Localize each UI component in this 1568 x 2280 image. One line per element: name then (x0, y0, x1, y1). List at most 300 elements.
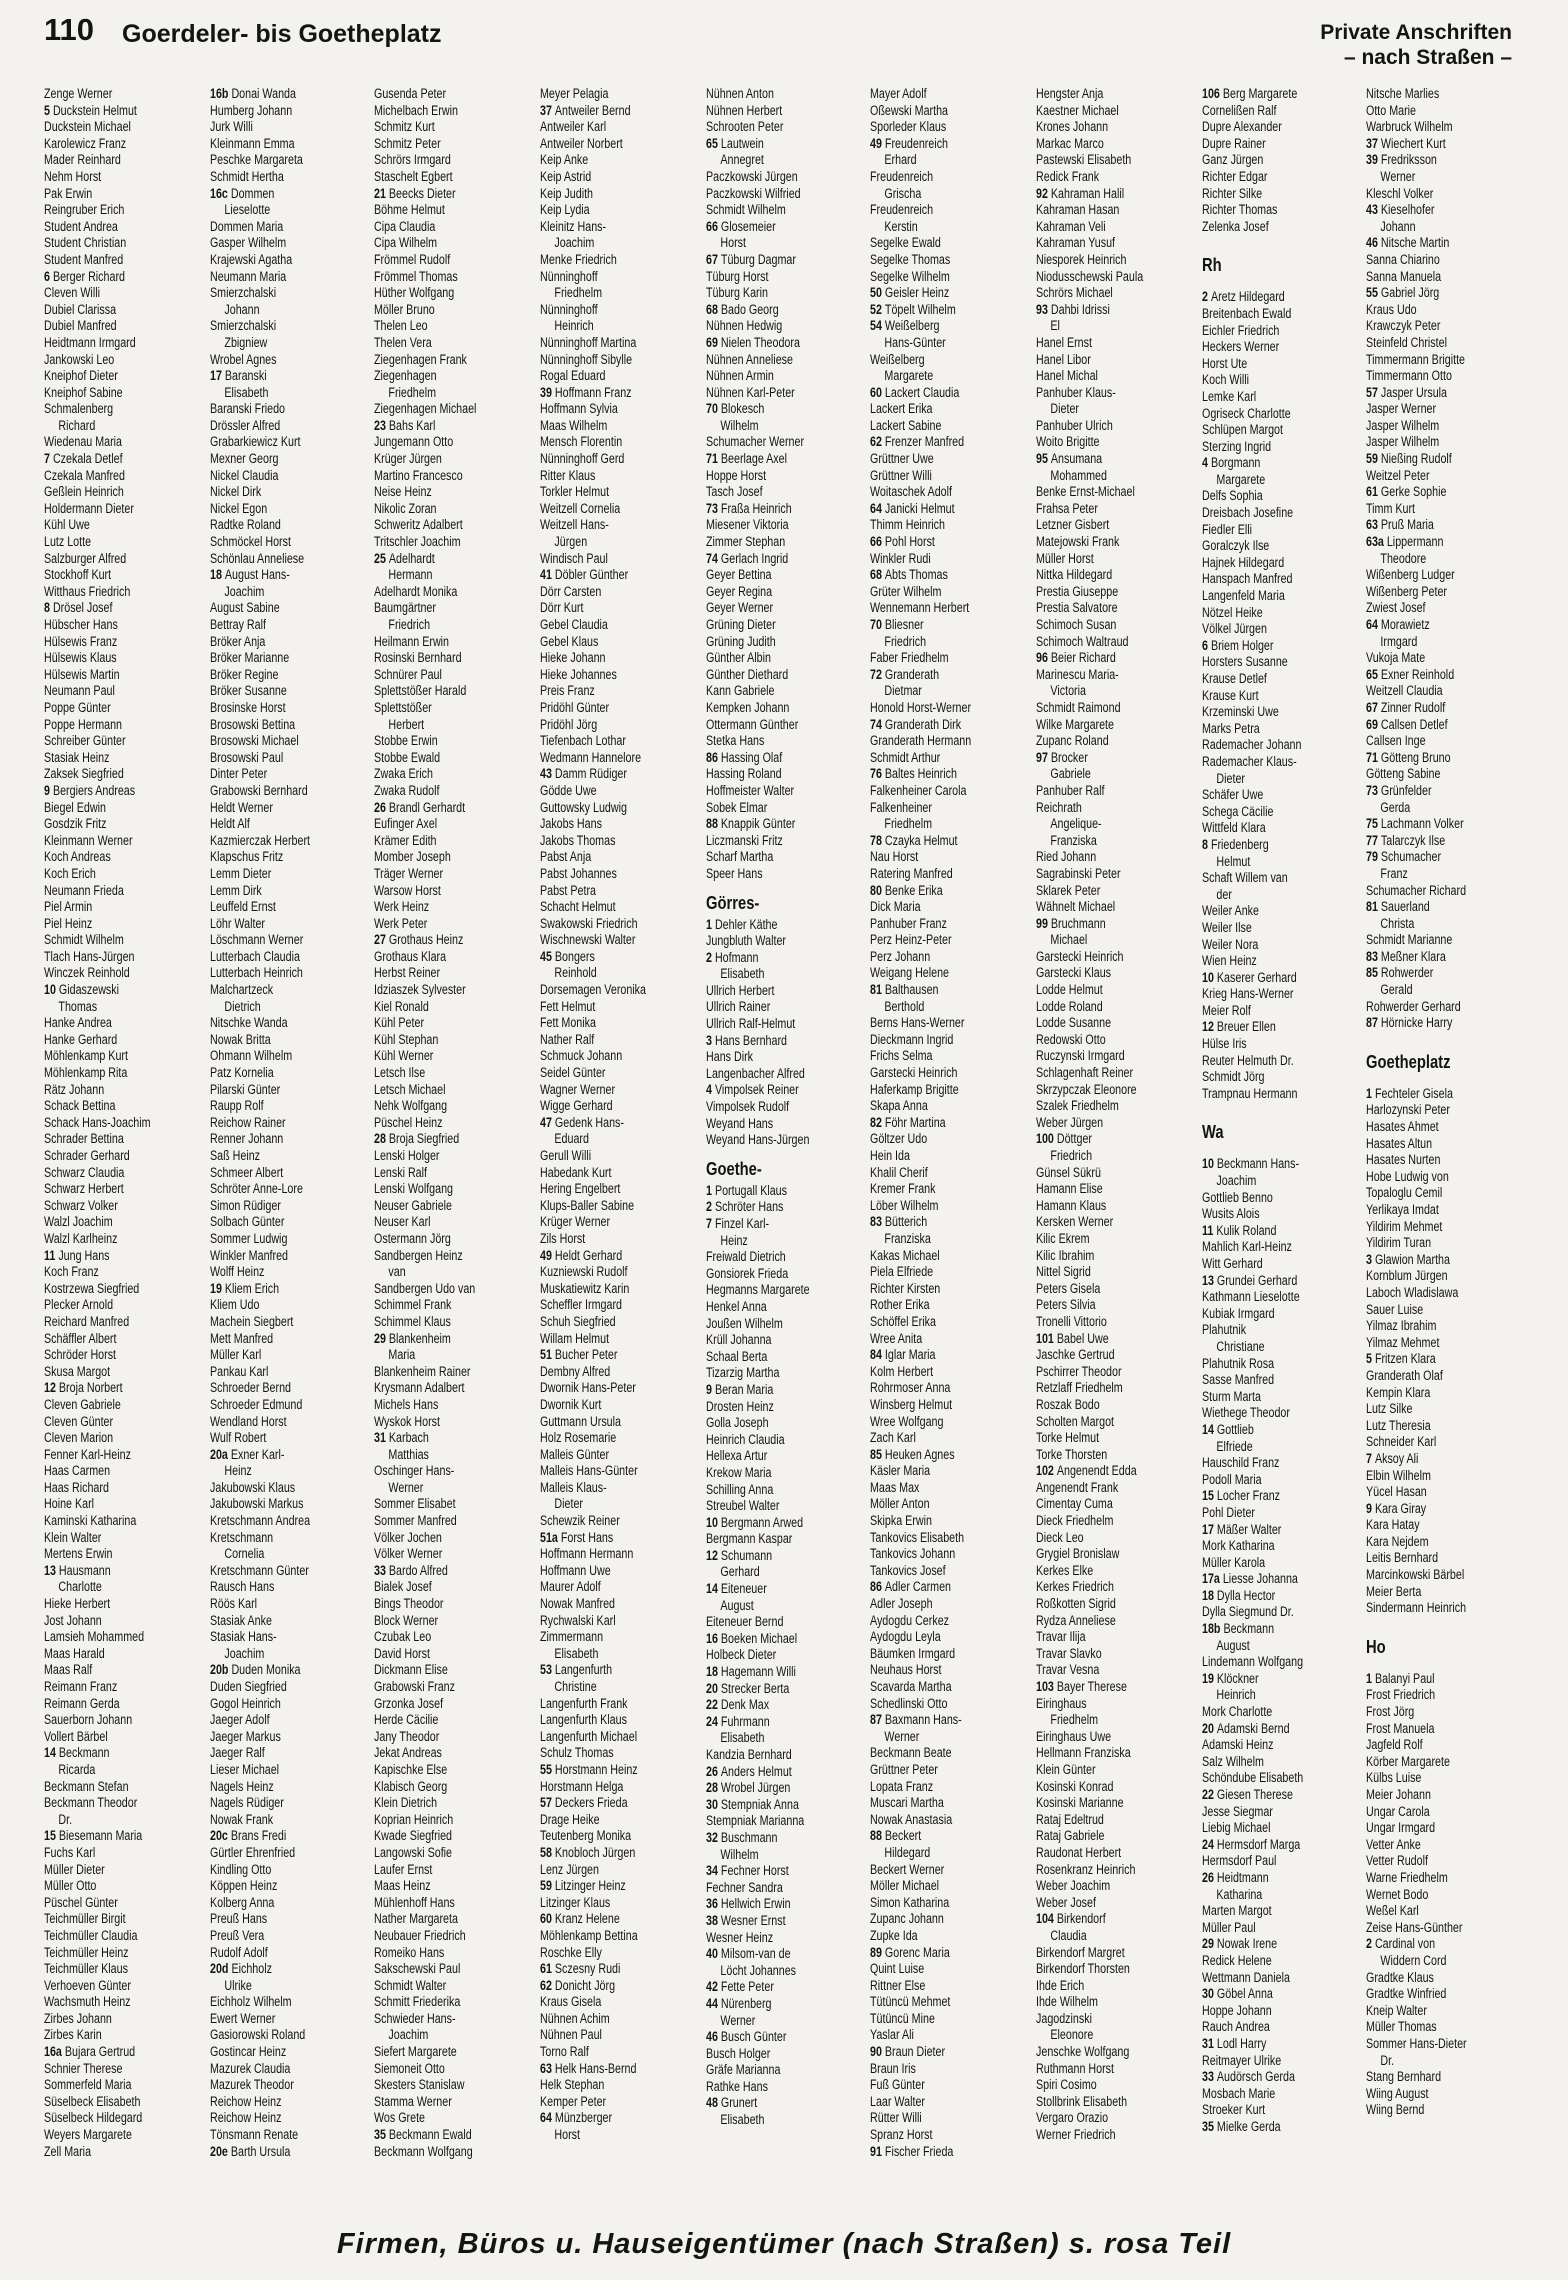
resident-entry: Herbst Reiner (374, 965, 441, 981)
resident-entry: Lutz Theresia (1366, 1417, 1431, 1433)
entry-continuation: Gabriele (1050, 766, 1091, 782)
resident-entry: Meier Berta (1366, 1583, 1422, 1599)
entry-continuation: Dieter (1050, 401, 1079, 417)
resident-entry: Niodusschewski Paula (1036, 268, 1144, 284)
resident-entry: Mahlich Karl-Heinz (1202, 1239, 1292, 1255)
resident-entry: Scavarda Martha (870, 1679, 952, 1694)
entry-continuation: Joachim (1216, 1173, 1257, 1189)
resident-entry: Kerkes Elke (1036, 1562, 1094, 1578)
resident-name: Bergiers Andreas (52, 782, 136, 798)
resident-entry: Grygiel Bronislaw (1036, 1546, 1120, 1562)
entry-continuation: van (388, 1264, 406, 1280)
resident-name: Nießing Rudolf (1380, 451, 1452, 467)
resident-name: Föhr Martina (884, 1114, 946, 1130)
resident-entry: Weyand Hans (706, 1115, 774, 1131)
resident-entry: Jagodzinski (1036, 2010, 1092, 2026)
resident-entry: Lutterbach Heinrich (210, 965, 303, 981)
entry-continuation: Katharina (1216, 1886, 1263, 1902)
resident-entry: Schedlinski Otto (870, 1695, 948, 1711)
resident-entry: Thelen Vera (374, 334, 432, 350)
resident-entry: Duden Siegfried (210, 1679, 287, 1694)
resident-entry: Kretschmann Andrea (210, 1513, 311, 1529)
resident-entry: Frost Jörg (1366, 1704, 1415, 1720)
resident-name: Czekala Detlef (52, 451, 123, 467)
resident-entry: Idziaszek Sylvester (374, 982, 466, 998)
resident-entry: Löhr Walter (210, 915, 265, 931)
house-number: 36 (706, 1896, 721, 1912)
resident-entry: Nickel Dirk (210, 484, 262, 500)
resident-entry (706, 219, 858, 236)
resident-entry (1366, 700, 1512, 717)
resident-entry (1202, 1621, 1354, 1638)
resident-entry: Gräfe Marianna (706, 2062, 781, 2078)
resident-entry: Löschmann Werner (210, 932, 304, 948)
resident-entry: Gottlieb Benno (1202, 1189, 1273, 1205)
resident-entry: Ullrich Rainer (706, 999, 771, 1015)
resident-entry: Krüger Werner (540, 1214, 611, 1230)
entry-continuation: Dietrich (224, 998, 261, 1014)
house-number: 69 (1366, 716, 1381, 732)
resident-entry: Bröker Marianne (210, 650, 290, 666)
resident-entry: Kathmann Lieselotte (1202, 1289, 1300, 1305)
entry-continuation: Friedhelm (884, 816, 933, 832)
resident-entry: Jankowski Leo (44, 351, 115, 367)
resident-entry: Michels Hans (374, 1396, 439, 1412)
entry-continuation: Widdern Cord (1380, 1952, 1447, 1968)
resident-entry: Kolm Herbert (870, 1363, 934, 1379)
house-number: 15 (1202, 1488, 1217, 1504)
resident-entry: Hering Engelbert (540, 1181, 621, 1197)
resident-entry: Steinfeld Christel (1366, 334, 1447, 350)
house-number: 82 (870, 1114, 885, 1130)
resident-entry: Panhuber Ralf (1036, 782, 1105, 798)
house-number: 2 (1366, 1936, 1375, 1952)
resident-entry: Lieser Michael (210, 1761, 280, 1777)
resident-entry: Stobbe Erwin (374, 733, 438, 749)
resident-entry: Hoffmann Hermann (540, 1546, 634, 1562)
resident-entry: Sanna Chiarino (1366, 251, 1440, 267)
resident-entry: Sommer Ludwig (210, 1230, 288, 1246)
resident-entry: Roszak Bodo (1036, 1396, 1100, 1412)
resident-entry: Grabowski Franz (374, 1679, 455, 1694)
resident-name: Mäßer Walter (1216, 1521, 1282, 1537)
resident-entry: Warbruck Wilhelm (1366, 119, 1453, 135)
resident-entry (706, 816, 858, 833)
resident-entry (706, 1033, 858, 1050)
resident-entry (1366, 534, 1512, 551)
resident-name: Bujara Gertrud (64, 2044, 136, 2060)
resident-entry: Neise Heinz (374, 484, 432, 500)
entry-continuation: der (1216, 886, 1232, 902)
resident-entry: Schimmel Frank (374, 1297, 452, 1313)
resident-entry: Gasiorowski Roland (210, 2027, 306, 2043)
entry-continuation: Horst (720, 235, 746, 251)
resident-entry: Ritter Klaus (540, 467, 596, 483)
house-number: 8 (44, 600, 53, 616)
house-number: 34 (706, 1863, 721, 1879)
house-number: 51 (540, 1347, 555, 1363)
house-number: 19 (210, 1280, 225, 1296)
resident-entry: Zelenka Josef (1202, 218, 1269, 234)
resident-entry: Student Christian (44, 235, 127, 251)
page-header (44, 10, 1512, 80)
resident-entry (374, 1331, 526, 1348)
resident-entry: Müller Dieter (44, 1861, 105, 1877)
house-number: 87 (870, 1712, 885, 1728)
house-number: 29 (1202, 1936, 1217, 1952)
resident-entry: Kraus Gisela (540, 1994, 602, 2010)
house-number: 65 (706, 135, 721, 151)
entry-continuation: Elisabeth (224, 384, 269, 400)
resident-entry: Thelen Leo (374, 318, 428, 334)
resident-entry: Schlüpen Margot (1202, 422, 1283, 438)
resident-entry: Hassing Roland (706, 766, 782, 782)
resident-entry: Splettstößer Harald (374, 683, 467, 699)
resident-name: Bardo Alfred (388, 1562, 448, 1578)
resident-entry: Hülsewis Martin (44, 666, 120, 682)
resident-entry: Holbeck Dieter (706, 1647, 777, 1663)
entry-continuation: Elisabeth (720, 1730, 765, 1746)
house-number: 1 (1366, 1085, 1375, 1101)
house-number: 63 (540, 2060, 555, 2076)
resident-name: Lodl Harry (1216, 2035, 1267, 2051)
house-number: 1 (706, 1182, 715, 1198)
resident-entry: Peters Silvia (1036, 1297, 1096, 1313)
resident-entry: Torno Ralf (540, 2044, 589, 2060)
resident-entry: Wähnelt Michael (1036, 899, 1116, 915)
resident-entry: Mazurek Theodor (210, 2077, 294, 2093)
resident-entry (540, 1845, 692, 1862)
resident-entry: Jasper Wilhelm (1366, 417, 1440, 433)
resident-entry (870, 1447, 1022, 1464)
resident-entry: Hieke Johann (540, 650, 606, 666)
street-heading: Wa (1202, 1122, 1224, 1143)
resident-entry (540, 1248, 692, 1265)
resident-entry: Yilmaz Ibrahim (1366, 1318, 1437, 1334)
resident-entry: Weiler Anke (1202, 903, 1259, 919)
resident-entry: Biegel Edwin (44, 799, 106, 815)
resident-entry (44, 982, 196, 999)
house-number: 11 (1202, 1222, 1217, 1238)
resident-entry: Laar Walter (870, 2093, 925, 2109)
resident-entry: Weyers Margarete (44, 2127, 132, 2143)
resident-entry: Wernet Bodo (1366, 1886, 1429, 1902)
resident-entry: Malchartzeck (210, 982, 274, 998)
house-number: 28 (374, 1131, 389, 1147)
resident-entry: Falkenheiner Carola (870, 782, 967, 798)
house-number: 24 (706, 1713, 721, 1729)
resident-entry: Perz Johann (870, 948, 931, 964)
resident-entry: Tizarzig Martha (706, 1365, 780, 1381)
resident-entry: Schrooten Peter (706, 119, 784, 135)
spacer (1202, 235, 1354, 245)
resident-entry: Klups-Baller Sabine (540, 1197, 635, 1213)
street-heading: Ho (1366, 1636, 1386, 1657)
resident-entry: Grabowski Bernhard (210, 782, 308, 798)
house-number: 43 (540, 766, 555, 782)
resident-entry: Eiringhaus Uwe (1036, 1728, 1112, 1744)
resident-entry: Krysmann Adalbert (374, 1380, 465, 1396)
resident-entry: Kneiphof Sabine (44, 384, 123, 400)
resident-entry: Piel Armin (44, 899, 93, 915)
house-number: 3 (1366, 1251, 1375, 1267)
resident-entry: Rätz Johann (44, 1081, 105, 1097)
directory-column-8 (1202, 86, 1354, 2186)
resident-entry: Scholten Margot (1036, 1413, 1115, 1429)
resident-entry: Krawczyk Peter (1366, 318, 1441, 334)
house-number: 38 (706, 1912, 721, 1928)
house-number: 14 (44, 1745, 59, 1761)
directory-column-1 (44, 86, 196, 2186)
resident-name: Adler Carmen (884, 1579, 951, 1595)
resident-entry: Kara Hatay (1366, 1517, 1420, 1533)
resident-entry: Garstecki Klaus (1036, 965, 1112, 981)
resident-entry: Nowak Manfred (540, 1596, 616, 1612)
entry-continuation: Matthias (388, 1446, 429, 1462)
directory-column-9 (1366, 86, 1512, 2186)
resident-entry (870, 302, 1022, 319)
resident-entry (210, 1281, 362, 1298)
house-number: 69 (706, 334, 721, 350)
resident-entry: Kuzniewski Rudolf (540, 1264, 628, 1280)
resident-entry: Fiedler Elli (1202, 521, 1253, 537)
resident-entry: Kwade Siegfried (374, 1828, 453, 1844)
resident-entry: Schmidt Jörg (1202, 1069, 1265, 1085)
resident-entry: Wolff Heinz (210, 1264, 265, 1280)
resident-entry: Redick Helene (1202, 1952, 1272, 1968)
resident-name: Janicki Helmut (884, 500, 955, 516)
resident-entry: Koch Andreas (44, 849, 111, 865)
resident-entry: Hanel Libor (1036, 351, 1091, 367)
resident-entry: Bergmann Kaspar (706, 1531, 793, 1547)
resident-entry (44, 600, 196, 617)
resident-entry: Wagner Werner (540, 1081, 616, 1097)
resident-entry: Panhuber Klaus- (1036, 384, 1116, 400)
spacer (1202, 1102, 1354, 1112)
resident-entry: Wesner Heinz (706, 1929, 774, 1945)
entry-continuation: Friedrich (884, 633, 927, 649)
resident-entry: Wilke Margarete (1036, 716, 1114, 732)
resident-name: Kahraman Halil (1050, 185, 1125, 201)
resident-entry: Zirbes Johann (44, 2010, 112, 2026)
resident-entry: Lodde Helmut (1036, 982, 1103, 998)
resident-entry: Rausch Hans (210, 1579, 275, 1595)
footer-note: Firmen, Büros u. Hauseigentümer (nach Straßen) s. rosa Teil (336, 2228, 1232, 2260)
house-number: 18 (210, 567, 225, 583)
resident-entry: Krämer Edith (374, 832, 437, 848)
entry-continuation: Lieselotte (224, 202, 271, 218)
entry-continuation: Werner (884, 1728, 920, 1744)
resident-entry: Heldt Alf (210, 816, 250, 832)
resident-entry (1366, 517, 1512, 534)
resident-entry (870, 1115, 1022, 1132)
resident-entry: Möhlenkamp Bettina (540, 1927, 638, 1943)
resident-entry: Segelke Wilhelm (870, 268, 950, 284)
resident-entry: Krüger Jürgen (374, 451, 442, 467)
house-number: 80 (870, 882, 885, 898)
resident-entry: Helk Stephan (540, 2077, 605, 2093)
resident-name: Bado Georg (720, 301, 779, 317)
resident-name: Fechteler Gisela (1374, 1085, 1453, 1101)
resident-name: Helk Hans-Bernd (554, 2060, 637, 2076)
section-note-line1: Private Anschriften (1320, 21, 1512, 44)
resident-entry: Hüther Wolfgang (374, 285, 455, 301)
resident-entry: Winkler Rudi (870, 550, 931, 566)
house-number: 67 (706, 251, 721, 267)
entry-continuation: Thomas (58, 998, 98, 1014)
street-heading: Rh (1202, 255, 1222, 276)
resident-entry: Frost Manuela (1366, 1720, 1435, 1736)
resident-entry (870, 2144, 1022, 2161)
resident-name: Klöckner (1216, 1670, 1259, 1686)
resident-entry (706, 551, 858, 568)
resident-name: Gerke Sophie (1380, 484, 1447, 500)
resident-entry (1202, 1156, 1354, 1173)
resident-entry (1366, 899, 1512, 916)
resident-entry (540, 1115, 692, 1132)
resident-name: Balanyi Paul (1374, 1670, 1435, 1686)
resident-name: Beerlage Axel (720, 451, 788, 467)
resident-entry: Hieke Herbert (44, 1596, 111, 1612)
resident-entry: Piela Elfriede (870, 1264, 934, 1280)
resident-entry: Ziegenhagen (374, 368, 437, 384)
entry-continuation: Joachim (224, 583, 265, 599)
resident-entry (706, 1216, 858, 1233)
resident-entry: Zwaka Erich (374, 766, 433, 782)
house-number: 7 (44, 451, 53, 467)
resident-name: Göbel Anna (1216, 1986, 1273, 2002)
resident-entry: Niesporek Heinrich (1036, 251, 1127, 267)
entry-continuation: Dietmar (884, 683, 922, 699)
resident-entry: Cipa Claudia (374, 218, 436, 234)
house-number: 97 (1036, 749, 1051, 765)
resident-entry: Mayer Adolf (870, 86, 927, 101)
resident-entry (1202, 837, 1354, 854)
resident-entry (870, 833, 1022, 850)
resident-name: Broja Norbert (58, 1380, 123, 1396)
entry-continuation: Friedrich (1050, 1148, 1093, 1163)
resident-entry (44, 1248, 196, 1265)
resident-entry: Koch Erich (44, 865, 96, 881)
resident-entry: Hübscher Hans (44, 617, 118, 632)
resident-entry: Winczek Reinhold (44, 965, 130, 981)
resident-entry: Woito Brigitte (1036, 434, 1100, 450)
resident-entry: Retzlaff Friedhelm (1036, 1380, 1123, 1396)
house-number: 20b (210, 1662, 232, 1678)
resident-entry (706, 1797, 858, 1814)
resident-entry: Rataj Gabriele (1036, 1828, 1105, 1844)
resident-entry: Kleschl Volker (1366, 185, 1434, 201)
resident-entry (1202, 970, 1354, 987)
resident-entry: Hegmanns Margarete (706, 1282, 810, 1298)
resident-entry: Patz Kornelia (210, 1065, 274, 1081)
resident-entry: Miesener Viktoria (706, 517, 789, 533)
resident-entry (1202, 1588, 1354, 1605)
resident-entry: Callsen Inge (1366, 733, 1426, 749)
resident-name: Nitsche Martin (1380, 235, 1450, 251)
resident-entry: Träger Werner (374, 865, 444, 881)
resident-entry (870, 1828, 1022, 1845)
house-number: 72 (870, 666, 885, 682)
resident-entry (1202, 1488, 1354, 1505)
resident-name: Abts Thomas (884, 567, 948, 583)
resident-entry: Yerlikaya Imdat (1366, 1202, 1439, 1217)
entry-continuation: Elisabeth (720, 966, 765, 982)
resident-entry: Kilic Ibrahim (1036, 1247, 1095, 1263)
resident-entry: Blankenheim Rainer (374, 1363, 471, 1379)
resident-entry: Richter Thomas (1202, 202, 1278, 218)
resident-entry: Geßlein Heinrich (44, 484, 124, 500)
resident-entry: Gerull Willi (540, 1148, 592, 1163)
resident-entry: Student Andrea (44, 218, 118, 234)
resident-entry: Joußen Wilhelm (706, 1315, 783, 1331)
resident-entry: Schimmel Klaus (374, 1313, 451, 1329)
resident-name: Balthausen (884, 982, 939, 998)
resident-entry: Vimpolsek Rudolf (706, 1099, 790, 1115)
resident-entry: Tütüncü Mehmet (870, 1994, 951, 2010)
entry-continuation: Grischa (884, 185, 922, 201)
resident-entry: Pabst Anja (540, 849, 592, 865)
house-number: 41 (540, 567, 555, 583)
resident-entry (706, 501, 858, 518)
resident-entry: Brosowski Bettina (210, 716, 296, 732)
resident-entry: Wittfeld Klara (1202, 820, 1266, 836)
directory-column-5 (706, 86, 858, 2186)
resident-entry: Werner Friedrich (1036, 2127, 1116, 2143)
resident-entry: Grüning Dieter (706, 617, 776, 632)
resident-entry: Müller Paul (1202, 1919, 1256, 1935)
entry-continuation: Friedhelm (388, 384, 437, 400)
resident-entry: Wos Grete (374, 2110, 425, 2126)
entry-continuation: Herbert (388, 716, 425, 732)
resident-entry: Langowski Sofie (374, 1844, 453, 1860)
resident-entry: Malleis Hans-Günter (540, 1463, 638, 1479)
resident-entry: Neuhaus Horst (870, 1662, 942, 1678)
resident-entry: Pschirrer Theodor (1036, 1363, 1122, 1379)
resident-name: Beckmann (58, 1745, 110, 1761)
resident-entry (1366, 202, 1512, 219)
resident-entry: Kempin Klara (1366, 1384, 1431, 1400)
spacer (1202, 279, 1354, 289)
resident-entry: Stasiak Hans- (210, 1629, 277, 1645)
resident-entry: Kostrzewa Siegfried (44, 1280, 140, 1296)
resident-entry: Freudenreich (870, 168, 934, 184)
resident-entry: Szalek Friedhelm (1036, 1098, 1119, 1114)
resident-entry: Herde Cäcilie (374, 1712, 439, 1728)
resident-entry (540, 2110, 692, 2127)
resident-entry: Stempniak Marianna (706, 1813, 805, 1829)
entry-continuation: Kerstin (884, 218, 918, 234)
resident-name: Milsom-van de (720, 1946, 791, 1962)
resident-entry (1202, 2069, 1354, 2086)
resident-entry: Redowski Otto (1036, 1031, 1106, 1047)
resident-entry: Krekow Maria (706, 1464, 772, 1480)
house-number: 16b (210, 86, 232, 101)
resident-entry (706, 335, 858, 352)
resident-entry: Pabst Petra (540, 882, 596, 898)
resident-entry: Habedank Kurt (540, 1164, 612, 1180)
resident-entry: Lutz Silke (1366, 1401, 1413, 1417)
resident-entry: Jesse Siegmar (1202, 1803, 1273, 1819)
resident-entry: Schmidt Wilhelm (706, 202, 786, 218)
resident-entry: Dörr Carsten (540, 583, 602, 599)
resident-entry: Sommer Elisabet (374, 1496, 456, 1512)
directory-column-3 (374, 86, 526, 2186)
resident-entry: Goralczyk Ilse (1202, 538, 1270, 554)
house-number: 42 (706, 1979, 721, 1995)
house-number: 10 (706, 1514, 721, 1530)
resident-entry: Böhme Helmut (374, 202, 445, 218)
